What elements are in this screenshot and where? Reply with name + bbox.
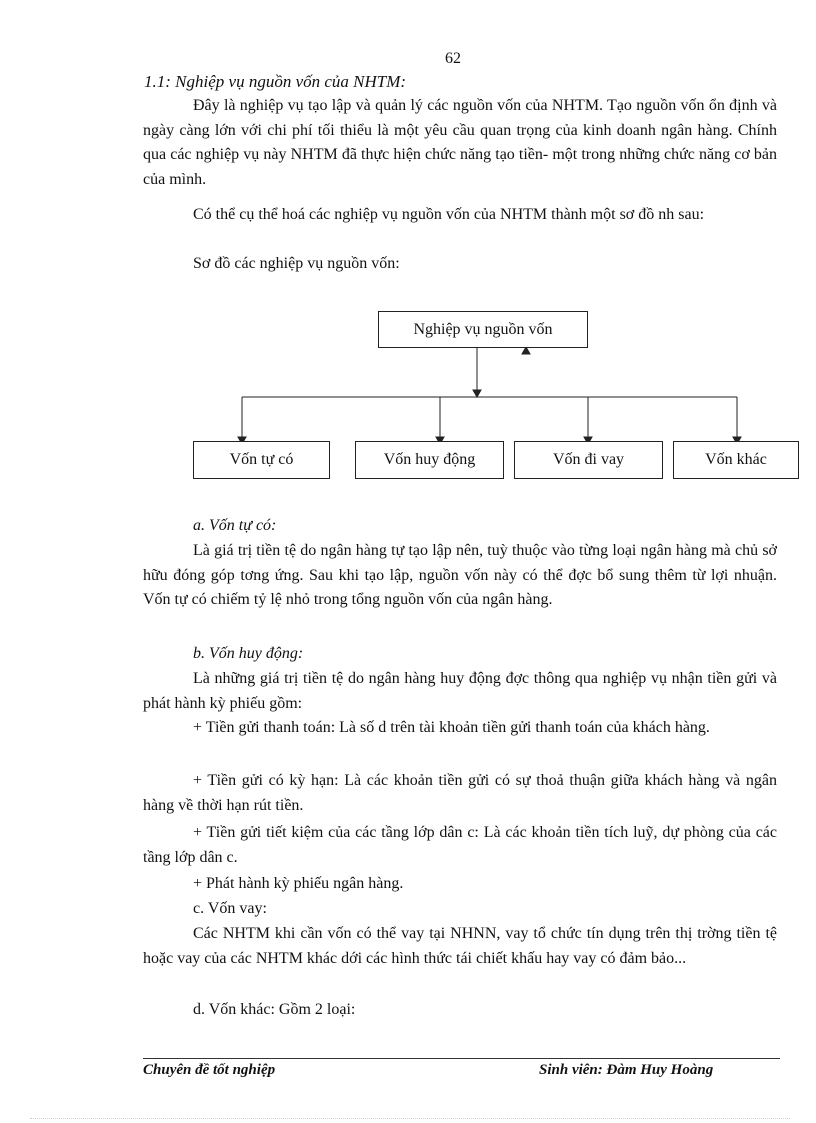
diagram-child-box-1: Vốn tự có (193, 441, 330, 479)
footer-left-text: Chuyên đề tốt nghiệp (143, 1062, 276, 1078)
section-title: 1.1: Nghiệp vụ nguồn vốn của NHTM: (144, 72, 407, 91)
footer-divider (143, 1058, 780, 1059)
section-d-title: d. Vốn khác: Gồm 2 loại: (193, 1001, 356, 1018)
section-c-title: c. Vốn vay: (193, 900, 267, 917)
section-a-title: a. Vốn tự có: (193, 517, 277, 534)
arrowhead-up (522, 347, 530, 354)
page-bottom-dotted-rule (30, 1118, 790, 1119)
intro-paragraph: Đây là nghiệp vụ tạo lập và quản lý các nguồn vốn của NHTM. Tạo nguồn vốn ổn định và ngày càng lớn với chi phí tối thiểu là một yêu cầu quan trọng của kinh doanh ngân hàng. Chính qua các nghiệp vụ này NHTM đã thực hiện chức năng tạo tiền- một trong những chức năng cơ bản của mình. (143, 97, 777, 188)
section-b-item-3: + Tiền gửi tiết kiệm của các tầng lớp dân c: Là các khoản tiền tích luỹ, dự phòng của các tầng lớp dân c. (143, 824, 777, 866)
section-b-title: b. Vốn huy động: (193, 645, 304, 662)
arrowhead-child-2 (436, 437, 444, 444)
arrowhead-child-3 (584, 437, 592, 444)
section-b-item-2: + Tiền gửi có kỳ hạn: Là các khoản tiền gửi có sự thoả thuận giữa khách hàng và ngân hàng về thời hạn rút tiền. (143, 772, 777, 814)
arrowhead-child-4 (733, 437, 741, 444)
section-c-text: Các NHTM khi cần vốn có thể vay tại NHNN, vay tổ chức tín dụng trên thị trờng tiền tệ hoặc vay của các NHTM khác dới các hình thức tái chiết khấu hay vay có đảm bảo... (143, 925, 777, 967)
page-number: 62 (445, 50, 461, 67)
diagram-root-box: Nghiệp vụ nguồn vốn (378, 311, 588, 348)
diagram-child-box-4: Vốn khác (673, 441, 799, 479)
diagram-caption: Sơ đồ các nghiệp vụ nguồn vốn: (193, 255, 400, 272)
arrowhead-root (473, 390, 481, 397)
diagram-child-box-3: Vốn đi vay (514, 441, 663, 479)
diagram-child-box-2: Vốn huy động (355, 441, 504, 479)
arrowhead-child-1 (238, 437, 246, 444)
concretize-paragraph: Có thể cụ thể hoá các nghiệp vụ nguồn vốn của NHTM thành một sơ đồ nh sau: (193, 206, 705, 223)
section-a-text: Là giá trị tiền tệ do ngân hàng tự tạo lập nên, tuỳ thuộc vào từng loại ngân hàng mà chủ sở hữu đóng góp tơng ứng. Sau khi tạo lập, nguồn vốn này có thể đợc bổ sung thêm từ lợi nhuận. Vốn tự có chiếm tỷ lệ nhỏ trong tổng nguồn vốn của ngân hàng. (143, 542, 777, 608)
footer-right-text: Sinh viên: Đàm Huy Hoàng (539, 1062, 714, 1078)
section-b-item-4: + Phát hành kỳ phiếu ngân hàng. (193, 875, 404, 892)
section-b-text: Là những giá trị tiền tệ do ngân hàng huy động đợc thông qua nghiệp vụ nhận tiền gửi và phát hành kỳ phiếu gồm: (143, 670, 777, 712)
section-b-item-1: + Tiền gửi thanh toán: Là số d trên tài khoản tiền gửi thanh toán của khách hàng. (193, 719, 710, 736)
